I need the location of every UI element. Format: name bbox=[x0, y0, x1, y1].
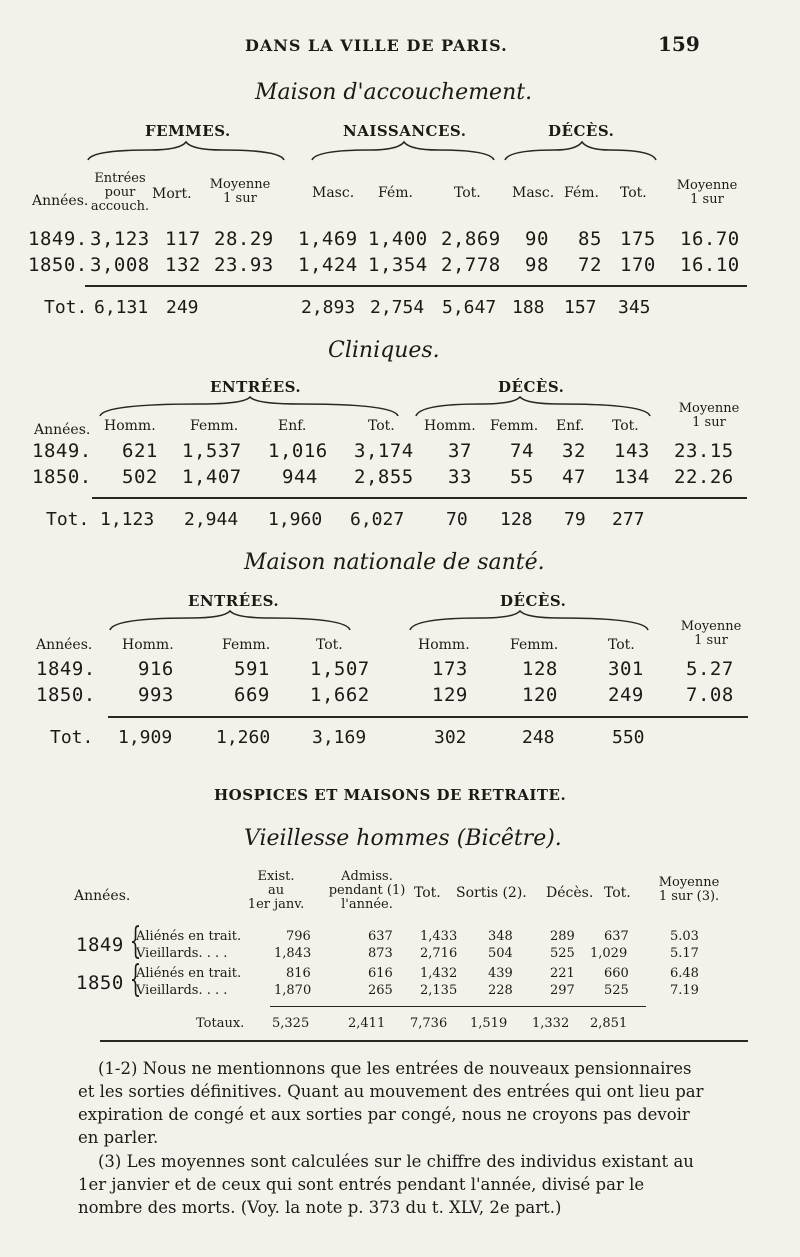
hdr-femm: Femm. bbox=[190, 418, 239, 434]
hdr-tot: Tot. bbox=[454, 185, 481, 201]
cell-tot: 2,778 bbox=[441, 254, 501, 276]
group-deces: DÉCÈS. bbox=[500, 592, 567, 610]
cell-tot: 1,507 bbox=[310, 658, 370, 680]
footnote-line: expiration de congé et aux sorties par congé, nous ne croyons pas devoir bbox=[78, 1105, 690, 1124]
cell-sortis: 439 bbox=[488, 966, 513, 981]
cell-exist: 1,843 bbox=[274, 946, 312, 961]
total-label: Tot. bbox=[44, 297, 88, 318]
rule bbox=[108, 716, 748, 718]
cell-enf: 944 bbox=[282, 466, 318, 488]
cell-denf: 32 bbox=[562, 440, 586, 462]
cell-dfem: 85 bbox=[578, 228, 602, 250]
total-tot: 7,736 bbox=[410, 1016, 448, 1031]
cell-category: Vieillards. . . . bbox=[136, 983, 228, 998]
cell-dtot: 170 bbox=[620, 254, 656, 276]
total-tot: 6,027 bbox=[350, 509, 405, 530]
total-tot2: 2,851 bbox=[590, 1016, 628, 1031]
cell-admiss: 616 bbox=[368, 966, 393, 981]
hdr-moyenne bbox=[646, 876, 732, 904]
cell-dfemm: 74 bbox=[510, 440, 534, 462]
hdr-annees: Années. bbox=[74, 888, 131, 904]
footnote-line: (1-2) Nous ne mentionnons que les entrées de nouveaux pensionnaires bbox=[98, 1059, 692, 1078]
hdr-entrees-3: accouch. bbox=[90, 199, 150, 214]
section-title-vieillesse: Vieillesse hommes (Bicêtre). bbox=[244, 826, 562, 851]
total-sortis: 1,519 bbox=[470, 1016, 508, 1031]
total-dtot: 550 bbox=[612, 727, 645, 748]
group-entrees: ENTRÉES. bbox=[188, 592, 280, 610]
year-1850: 1850 bbox=[76, 972, 124, 994]
cell-deces: 297 bbox=[550, 983, 575, 998]
hdr-dtot: Tot. bbox=[612, 418, 639, 434]
total-dmasc: 188 bbox=[512, 297, 545, 318]
cell-denf: 47 bbox=[562, 466, 586, 488]
hdr-dmoyenne-2: 1 sur bbox=[690, 192, 724, 207]
cell-homm: 916 bbox=[138, 658, 174, 680]
cell-tot2: 525 bbox=[604, 983, 629, 998]
hdr-sortis: Sortis (2). bbox=[456, 885, 527, 901]
total-femm: 2,944 bbox=[184, 509, 239, 530]
rule bbox=[92, 497, 747, 499]
cell-entrees: 3,123 bbox=[90, 228, 150, 250]
hdr-admiss-3: l'année. bbox=[341, 897, 393, 912]
cell-dtot: 143 bbox=[614, 440, 650, 462]
hdr-moyenne-2: 1 sur bbox=[694, 633, 728, 648]
brace-1850: { bbox=[129, 959, 142, 1000]
cell-dhomm: 37 bbox=[448, 440, 472, 462]
hdr-moyenne bbox=[200, 178, 280, 206]
hdr-dhomm: Homm. bbox=[424, 418, 476, 434]
hdr-dfem: Fém. bbox=[564, 185, 599, 201]
hdr-moyenne-2: 1 sur (3). bbox=[658, 889, 720, 904]
hdr-admiss-1: Admiss. bbox=[341, 869, 393, 884]
cell-dfemm: 120 bbox=[522, 684, 558, 706]
hdr-moyenne-1: Moyenne bbox=[209, 177, 271, 192]
total-fem: 2,754 bbox=[370, 297, 425, 318]
cell-masc: 1,469 bbox=[298, 228, 358, 250]
rule bbox=[270, 1006, 646, 1007]
cell-year: 1850. bbox=[28, 254, 88, 276]
hdr-dfemm: Femm. bbox=[510, 637, 559, 653]
footnote-line: et les sorties définitives. Quant au mouvement des entrées qui ont lieu par bbox=[78, 1082, 704, 1101]
group-naissances: NAISSANCES. bbox=[343, 122, 467, 140]
hdr-tot: Tot. bbox=[368, 418, 395, 434]
total-dfem: 157 bbox=[564, 297, 597, 318]
rule bbox=[85, 285, 747, 287]
hdr-exist-1: Exist. bbox=[257, 869, 295, 884]
hdr-homm: Homm. bbox=[104, 418, 156, 434]
cell-deces: 289 bbox=[550, 929, 575, 944]
hdr-moyenne bbox=[666, 402, 752, 430]
hdr-entrees-2: pour bbox=[104, 185, 136, 200]
total-admiss: 2,411 bbox=[348, 1016, 386, 1031]
cell-moyenne: 23.93 bbox=[214, 254, 274, 276]
cell-moyenne: 5.27 bbox=[686, 658, 734, 680]
cell-exist: 1,870 bbox=[274, 983, 312, 998]
cell-year: 1849. bbox=[28, 228, 88, 250]
cell-year: 1850. bbox=[32, 466, 92, 488]
cell-moyenne: 22.26 bbox=[674, 466, 734, 488]
cell-exist: 796 bbox=[286, 929, 311, 944]
hdr-tot2: Tot. bbox=[604, 885, 631, 901]
cell-sortis: 504 bbox=[488, 946, 513, 961]
cell-admiss: 265 bbox=[368, 983, 393, 998]
hdr-exist-2: au bbox=[267, 883, 285, 898]
group-deces: DÉCÈS. bbox=[548, 122, 615, 140]
hdr-masc: Masc. bbox=[312, 185, 355, 201]
cell-year: 1849. bbox=[36, 658, 96, 680]
cell-femm: 669 bbox=[234, 684, 270, 706]
cell-dmasc: 90 bbox=[525, 228, 549, 250]
cell-enf: 1,016 bbox=[268, 440, 328, 462]
hdr-dfemm: Femm. bbox=[490, 418, 539, 434]
total-tot: 5,647 bbox=[442, 297, 497, 318]
cell-femm: 1,407 bbox=[182, 466, 242, 488]
total-label: Tot. bbox=[50, 727, 94, 748]
cell-category: Aliénés en trait. bbox=[136, 929, 242, 944]
cell-sortis: 348 bbox=[488, 929, 513, 944]
total-enf: 1,960 bbox=[268, 509, 323, 530]
running-header-title: DANS LA VILLE DE PARIS. bbox=[245, 36, 508, 55]
cell-moyenne: 7.08 bbox=[686, 684, 734, 706]
cell-dmoyenne: 16.70 bbox=[680, 228, 740, 250]
cell-year: 1849. bbox=[32, 440, 92, 462]
group-entrees: ENTRÉES. bbox=[210, 378, 302, 396]
section-title-sante: Maison nationale de santé. bbox=[244, 550, 545, 575]
section-heading-hospices: HOSPICES ET MAISONS DE RETRAITE. bbox=[214, 786, 567, 804]
total-entrees: 6,131 bbox=[94, 297, 149, 318]
hdr-moyenne-2: 1 sur bbox=[692, 415, 726, 430]
group-deces: DÉCÈS. bbox=[498, 378, 565, 396]
cell-tot2: 660 bbox=[604, 966, 629, 981]
total-dfemm: 128 bbox=[500, 509, 533, 530]
total-denf: 79 bbox=[564, 509, 586, 530]
cell-moyenne: 7.19 bbox=[670, 983, 699, 998]
hdr-dtot: Tot. bbox=[620, 185, 647, 201]
total-tot: 3,169 bbox=[312, 727, 367, 748]
hdr-admiss-2: pendant (1) bbox=[328, 883, 406, 898]
brace-1849: { bbox=[129, 921, 142, 962]
hdr-mort: Mort. bbox=[152, 186, 192, 202]
hdr-moyenne bbox=[668, 620, 754, 648]
hdr-enf: Enf. bbox=[278, 418, 307, 434]
cell-homm: 993 bbox=[138, 684, 174, 706]
hdr-entrees bbox=[84, 172, 156, 214]
cell-fem: 1,354 bbox=[368, 254, 428, 276]
hdr-annees: Années. bbox=[32, 193, 89, 209]
cell-moyenne: 5.17 bbox=[670, 946, 699, 961]
cell-tot: 2,135 bbox=[420, 983, 458, 998]
cell-moyenne: 28.29 bbox=[214, 228, 274, 250]
total-deces: 1,332 bbox=[532, 1016, 570, 1031]
cell-tot: 2,716 bbox=[420, 946, 458, 961]
cell-category: Vieillards. . . . bbox=[136, 946, 228, 961]
total-label: Tot. bbox=[46, 509, 90, 530]
group-femmes: FEMMES. bbox=[145, 122, 231, 140]
hdr-moyenne-1: Moyenne bbox=[680, 619, 742, 634]
cell-femm: 1,537 bbox=[182, 440, 242, 462]
cell-admiss: 637 bbox=[368, 929, 393, 944]
hdr-dmoyenne bbox=[664, 179, 750, 207]
hdr-annees: Années. bbox=[34, 422, 91, 438]
total-dtot: 277 bbox=[612, 509, 645, 530]
cell-homm: 502 bbox=[122, 466, 158, 488]
cell-masc: 1,424 bbox=[298, 254, 358, 276]
cell-dmasc: 98 bbox=[525, 254, 549, 276]
hdr-dtot: Tot. bbox=[608, 637, 635, 653]
hdr-deces: Décès. bbox=[546, 885, 594, 901]
cell-dtot: 175 bbox=[620, 228, 656, 250]
cell-moyenne: 5.03 bbox=[670, 929, 699, 944]
hdr-femm: Femm. bbox=[222, 637, 271, 653]
total-dfemm: 248 bbox=[522, 727, 555, 748]
cell-moyenne: 6.48 bbox=[670, 966, 699, 981]
total-label: Totaux. bbox=[196, 1016, 245, 1031]
cell-moyenne: 23.15 bbox=[674, 440, 734, 462]
total-dhomm: 302 bbox=[434, 727, 467, 748]
footnote-line: 1er janvier et de ceux qui sont entrés pendant l'année, divisé par le bbox=[78, 1175, 645, 1194]
total-mort: 249 bbox=[166, 297, 199, 318]
cell-tot: 1,432 bbox=[420, 966, 458, 981]
cell-exist: 816 bbox=[286, 966, 311, 981]
cell-dfemm: 128 bbox=[522, 658, 558, 680]
footnote-line: en parler. bbox=[78, 1128, 159, 1147]
cell-dtot: 301 bbox=[608, 658, 644, 680]
hdr-moyenne-1: Moyenne bbox=[678, 401, 740, 416]
section-title-accouchement: Maison d'accouchement. bbox=[255, 80, 533, 105]
hdr-dmasc: Masc. bbox=[512, 185, 555, 201]
cell-dmoyenne: 16.10 bbox=[680, 254, 740, 276]
section-title-cliniques: Cliniques. bbox=[328, 338, 440, 363]
hdr-tot: Tot. bbox=[316, 637, 343, 653]
hdr-dhomm: Homm. bbox=[418, 637, 470, 653]
cell-tot: 1,433 bbox=[420, 929, 458, 944]
cell-tot: 2,855 bbox=[354, 466, 414, 488]
total-dhomm: 70 bbox=[446, 509, 468, 530]
cell-dhomm: 129 bbox=[432, 684, 468, 706]
cell-fem: 1,400 bbox=[368, 228, 428, 250]
cell-dhomm: 33 bbox=[448, 466, 472, 488]
footnote-line: (3) Les moyennes sont calculées sur le chiffre des individus existant au bbox=[98, 1152, 694, 1171]
total-exist: 5,325 bbox=[272, 1016, 310, 1031]
footnote-line: nombre des morts. (Voy. la note p. 373 du t. XLV, 2e part.) bbox=[78, 1198, 562, 1217]
hdr-tot: Tot. bbox=[414, 885, 441, 901]
hdr-exist bbox=[240, 870, 312, 912]
cell-entrees: 3,008 bbox=[90, 254, 150, 276]
hdr-dmoyenne-1: Moyenne bbox=[676, 178, 738, 193]
year-1849: 1849 bbox=[76, 934, 124, 956]
cell-admiss: 873 bbox=[368, 946, 393, 961]
cell-femm: 591 bbox=[234, 658, 270, 680]
cell-dfemm: 55 bbox=[510, 466, 534, 488]
rule bbox=[100, 1040, 748, 1042]
cell-mort: 117 bbox=[165, 228, 201, 250]
cell-tot: 2,869 bbox=[441, 228, 501, 250]
total-dtot: 345 bbox=[618, 297, 651, 318]
cell-dfem: 72 bbox=[578, 254, 602, 276]
total-homm: 1,909 bbox=[118, 727, 173, 748]
cell-tot: 1,662 bbox=[310, 684, 370, 706]
cell-tot2: 1,029 bbox=[590, 946, 628, 961]
cell-homm: 621 bbox=[122, 440, 158, 462]
brace-lines-accouchement bbox=[0, 140, 800, 162]
page-number: 159 bbox=[658, 32, 700, 56]
cell-tot: 3,174 bbox=[354, 440, 414, 462]
hdr-homm: Homm. bbox=[122, 637, 174, 653]
hdr-fem: Fém. bbox=[378, 185, 413, 201]
total-homm: 1,123 bbox=[100, 509, 155, 530]
cell-dtot: 134 bbox=[614, 466, 650, 488]
hdr-entrees-1: Entrées bbox=[94, 171, 146, 186]
cell-deces: 221 bbox=[550, 966, 575, 981]
cell-tot2: 637 bbox=[604, 929, 629, 944]
cell-year: 1850. bbox=[36, 684, 96, 706]
hdr-denf: Enf. bbox=[556, 418, 585, 434]
hdr-annees: Années. bbox=[36, 637, 93, 653]
cell-category: Aliénés en trait. bbox=[136, 966, 242, 981]
cell-dhomm: 173 bbox=[432, 658, 468, 680]
cell-deces: 525 bbox=[550, 946, 575, 961]
hdr-moyenne-2: 1 sur bbox=[223, 191, 257, 206]
cell-sortis: 228 bbox=[488, 983, 513, 998]
cell-mort: 132 bbox=[165, 254, 201, 276]
hdr-moyenne-1: Moyenne bbox=[658, 875, 720, 890]
total-masc: 2,893 bbox=[301, 297, 356, 318]
hdr-exist-3: 1er janv. bbox=[247, 897, 305, 912]
cell-dtot: 249 bbox=[608, 684, 644, 706]
total-femm: 1,260 bbox=[216, 727, 271, 748]
hdr-admiss bbox=[322, 870, 412, 912]
